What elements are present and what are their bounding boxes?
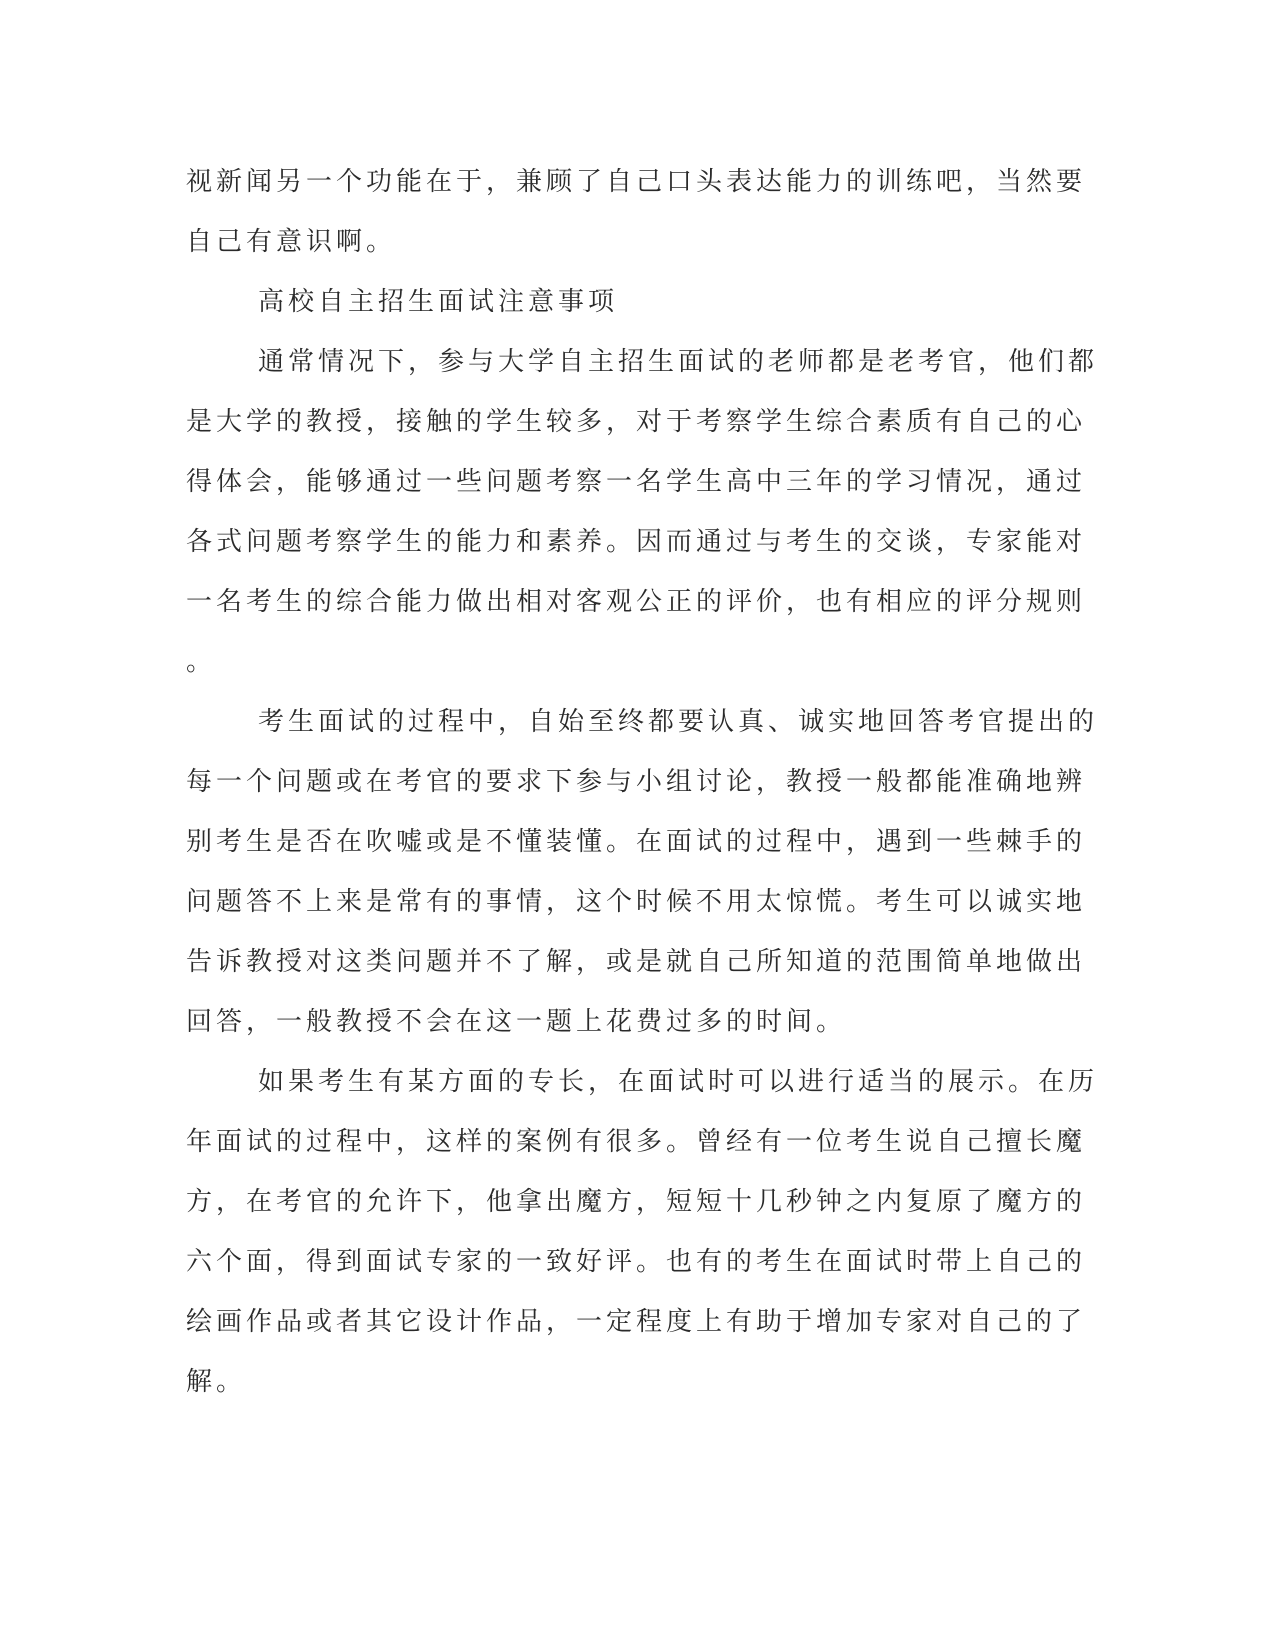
text-line: 一名考生的综合能力做出相对客观公正的评价，也有相应的评分规则 — [186, 587, 1087, 617]
text-line: 解。 — [186, 1367, 247, 1397]
text-line: 年面试的过程中，这样的案例有很多。曾经有一位考生说自己擅长魔 — [186, 1127, 1087, 1157]
text-line: 视新闻另一个功能在于，兼顾了自己口头表达能力的训练吧，当然要 — [186, 167, 1087, 197]
text-line: 得体会，能够通过一些问题考察一名学生高中三年的学习情况，通过 — [186, 467, 1087, 497]
text-line: 。 — [186, 647, 217, 677]
text-line: 各式问题考察学生的能力和素养。因而通过与考生的交谈，专家能对 — [186, 527, 1087, 557]
text-line: 六个面，得到面试专家的一致好评。也有的考生在面试时带上自己的 — [186, 1247, 1087, 1277]
text-line: 每一个问题或在考官的要求下参与小组讨论，教授一般都能准确地辨 — [186, 767, 1087, 797]
text-line: 回答，一般教授不会在这一题上花费过多的时间。 — [186, 1007, 847, 1037]
text-line: 如果考生有某方面的专长，在面试时可以进行适当的展示。在历 — [258, 1067, 1099, 1097]
section-heading: 高校自主招生面试注意事项 — [258, 287, 619, 317]
text-line: 考生面试的过程中，自始至终都要认真、诚实地回答考官提出的 — [258, 707, 1099, 737]
text-line: 问题答不上来是常有的事情，这个时候不用太惊慌。考生可以诚实地 — [186, 887, 1087, 917]
text-line: 告诉教授对这类问题并不了解，或是就自己所知道的范围简单地做出 — [186, 947, 1087, 977]
text-line: 绘画作品或者其它设计作品，一定程度上有助于增加专家对自己的了 — [186, 1307, 1087, 1337]
text-line: 是大学的教授，接触的学生较多，对于考察学生综合素质有自己的心 — [186, 407, 1087, 437]
text-line: 自己有意识啊。 — [186, 227, 397, 257]
text-line: 方，在考官的允许下，他拿出魔方，短短十几秒钟之内复原了魔方的 — [186, 1187, 1087, 1217]
text-line: 通常情况下，参与大学自主招生面试的老师都是老考官，他们都 — [258, 347, 1099, 377]
document-body — [186, 152, 1099, 1412]
text-line: 别考生是否在吹嘘或是不懂装懂。在面试的过程中，遇到一些棘手的 — [186, 827, 1087, 857]
